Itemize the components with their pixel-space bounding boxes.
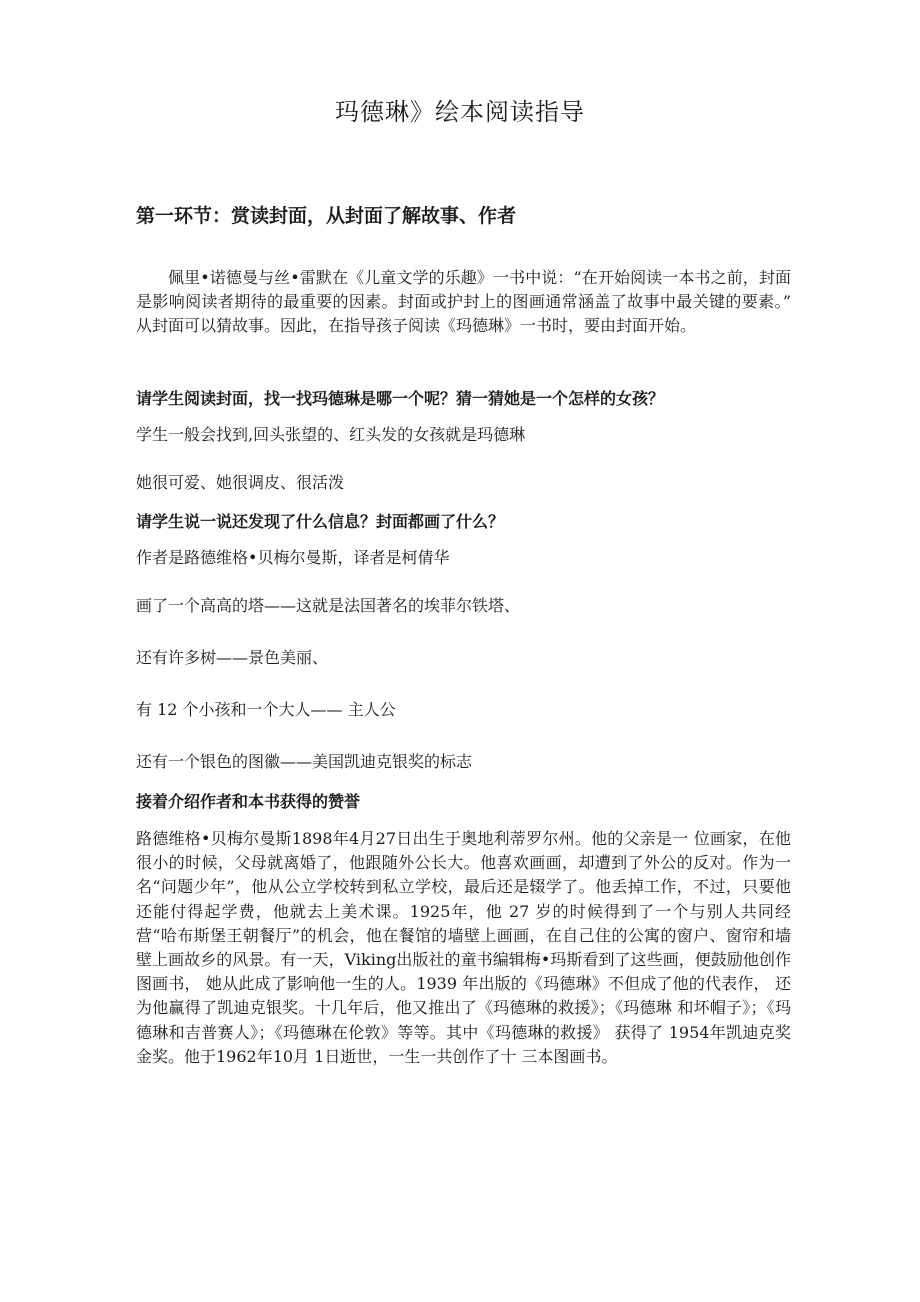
intro-paragraph: 佩里•诺德曼与丝•雷默在《儿童文学的乐趣》一书中说：“在开始阅读一本书之前，封面是影响阅读者期待的最重要的因素。封面或护封上的图画通常涵盖了故事中最关键的要素。” 从封面可以猜故事。因此，在指导孩子阅读《玛德琳》一书时，要由封面开始。 [136, 268, 791, 335]
document-title: 玛德琳》绘本阅读指导 [335, 98, 585, 126]
answer-1-line-1: 学生一般会找到,回头张望的、红头发的女孩就是玛德琳 [136, 425, 526, 444]
section-heading: 第一环节：赏读封面，从封面了解故事、作者 [136, 205, 517, 227]
answer-2-line-1: 作者是路德维格•贝梅尔曼斯，译者是柯倩华 [136, 548, 450, 567]
question-2: 请学生说一说还发现了什么信息？封面都画了什么？ [136, 512, 505, 531]
answer-2-line-3: 还有许多树——景色美丽、 [136, 648, 329, 667]
bio-paragraph: 路德维格•贝梅尔曼斯1898年4月27日出生于奥地利蒂罗尔州。他的父亲是一 位画家，在他很小的时候，父母就离婚了，他跟随外公长大。他喜欢画画，却遭到了外公的反对。作为一名“问题少年”，他从公立学校转到私立学校，最后还是辍学了。他丢掉工作，不过，只要他还能付得起学费，他就去上美术课。1925年，他 27 岁的时候得到了一个与别人共同经营“哈布斯堡王朝餐厅”的机会，他在餐馆的墙壁上画画，在自己住的公寓的窗户、窗帘和墙壁上画故乡的风景。有一天，Viking出版社的童书编辑梅•玛斯看到了这些画，便鼓励他创作图画书， 她从此成了影响他一生的人。1939 年出版的《玛德琳》不但成了他的代表作， 还为他赢得了凯迪克银奖。十几年后，他又推出了《玛德琳的救援》；《玛德琳 和坏帽子》；《玛德琳和吉普赛人》；《玛德琳在伦敦》等等。其中《玛德琳的救援》 获得了 1954年凯迪克奖金奖。他于1962年10月 1日逝世，一生一共创作了十 三本图画书。 [136, 829, 791, 1066]
answer-2-line-4: 有 12 个小孩和一个大人—— 主人公 [136, 700, 396, 719]
answer-2-line-5: 还有一个银色的图徽——美国凯迪克银奖的标志 [136, 752, 473, 771]
answer-2-line-2: 画了一个高高的塔——这就是法国著名的埃菲尔铁塔、 [136, 596, 521, 615]
answer-1-line-2: 她很可爱、她很调皮、很活泼 [136, 473, 345, 492]
question-3: 接着介绍作者和本书获得的赞誉 [136, 792, 361, 811]
question-1: 请学生阅读封面，找一找玛德琳是哪一个呢？猜一猜她是一个怎样的女孩？ [136, 389, 665, 408]
